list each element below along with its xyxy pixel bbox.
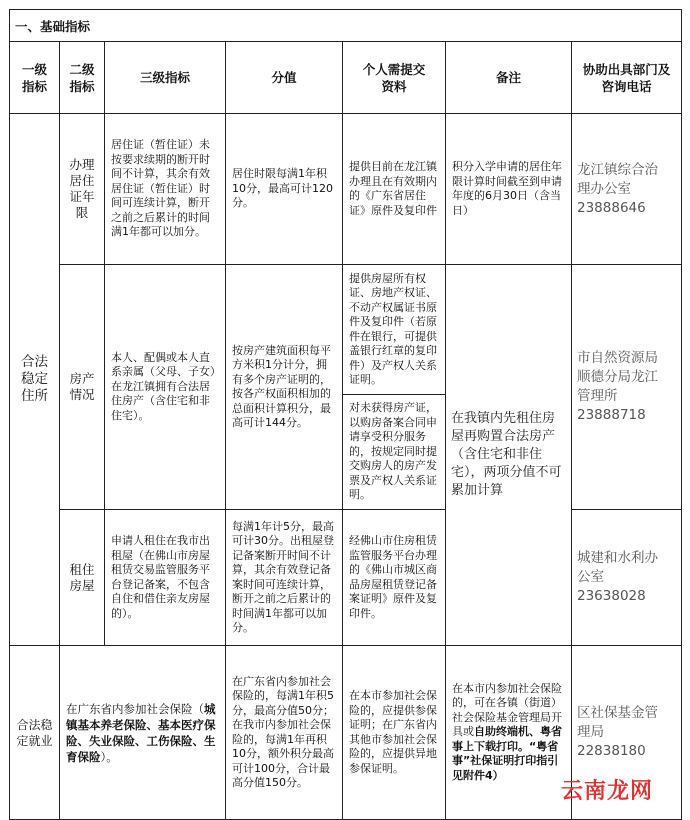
- level3-social-insurance: [60, 646, 226, 820]
- docs-property-contract: 对未获得房产证，以购房备案合同申请享受积分服务的，按规定同时提交购房人的房产发票及产权人关系证明。: [343, 395, 446, 510]
- score-rental: 每满1年计5分，最高可计30分。出租屋登记备案断开时间不计算，其余有效登记备案时间可连续计算，断开之前之后累计的时间满1年都可以加分。: [226, 510, 343, 646]
- header-row: [10, 42, 682, 114]
- level1-stable-employment-label: 合法稳定就业: [16, 717, 53, 748]
- level2-residence-permit-years-label: 办理居住证年限: [69, 157, 95, 220]
- docs-property-certificate: 提供房屋所有权证、房地产权证、不动产权属证书原件及复印件（若原件在银行，可提供盖银行红章的复印件）及产权人关系证明。: [343, 265, 446, 395]
- dept-name-line1: 市自然资源局: [577, 350, 658, 366]
- dept-name-line2: 顺德分局龙江: [577, 369, 658, 385]
- level3-property: 本人、配偶或本人直系亲属（父母、子女）在龙江镇拥有合法居住房产（含住宅和非住宅）。: [105, 265, 226, 510]
- level2-property: [60, 265, 105, 510]
- table-row-rental: [10, 510, 682, 646]
- dept-name-line1: 区社保基金管: [577, 705, 658, 721]
- section-title-row: [10, 10, 682, 42]
- score-property: 按房产建筑面积每平方米积1分计分，拥有多个房产证明的，按各产权面积相加的总面积计算积分，最高可计144分。: [226, 265, 343, 510]
- level1-stable-residence-label: 合法稳定住所: [21, 354, 48, 404]
- section-title: 一、基础指标: [10, 10, 682, 42]
- dept-name-line3: 管理所: [577, 388, 618, 404]
- policy-table-container: [9, 9, 681, 820]
- dept-phone: 22838180: [577, 743, 646, 759]
- table-row-residence-permit: [10, 114, 682, 265]
- dept-name-line2: 理局: [577, 724, 604, 740]
- header-department: 协助出具部门及咨询电话: [572, 42, 682, 114]
- note-social-insurance: [446, 646, 572, 820]
- level2-residence-permit-years: [60, 114, 105, 265]
- dept-name-line2: 公室: [577, 569, 604, 585]
- note-social-insurance-bold: 自助终端机、粤省事上下载打印。“粤省事”社保证明打印指引见附件4）: [452, 725, 562, 782]
- docs-residence-permit: 提供目前在龙江镇办理且在有效期内的《广东省居住证》原件及复印件: [343, 114, 446, 265]
- header-documents: 个人需提交资料: [343, 42, 446, 114]
- dept-name-line1: 城建和水利办: [577, 550, 658, 566]
- docs-rental: 经佛山市住房租赁监管服务平台办理的《佛山市城区商品房屋租赁登记备案证明》原件及复印件。: [343, 510, 446, 646]
- note-social-insurance-prefix: 在本市内参加社会保险的，可在各镇（街道）社会保险基金管理局开具或: [452, 681, 562, 739]
- dept-residence-permit: [572, 114, 682, 265]
- site-watermark: 云南龙网: [560, 779, 653, 804]
- header-level1: 一级指标: [10, 42, 60, 114]
- docs-social-insurance: 在本市参加社会保险的，应提供参保证明；在广东省内其他市参加社会保险的，应提供异地参保证明。: [343, 646, 446, 820]
- dept-property: [572, 265, 682, 510]
- header-note: 备注: [446, 42, 572, 114]
- level3-rental: 申请人租住在我市出租屋（在佛山市房屋租赁交易监管服务平台登记备案，不包含自住和借住亲友房屋的）。: [105, 510, 226, 646]
- note-residence-permit: 积分入学申请的居住年限计算时间截至到申请年度的6月30日（含当日）: [446, 114, 572, 265]
- note-rent-then-buy: 在我镇内先租住房屋再购置合法房产（含住宅和非住宅），两项分值不可累加计算: [446, 265, 572, 646]
- dept-phone: 23638028: [577, 588, 646, 604]
- dept-phone: 23888646: [577, 199, 646, 216]
- level2-rental: [60, 510, 105, 646]
- score-social-insurance: 在广东省内参加社会保险的，每满1年积5分，最高分值50分；在我市内参加社会保险的，每满1年再积10分，额外积分最高可计100分，合计最高分值150分。: [226, 646, 343, 820]
- level3-residence-permit: 居住证（暂住证）未按要求续期的断开时间不计算，其余有效居住证（暂住证）时间可连续计算，断开之前之后累计的时间满1年都可以加分。: [105, 114, 226, 265]
- dept-name-line1: 龙江镇综合治: [577, 161, 658, 178]
- points-indicator-table: [9, 9, 682, 820]
- header-level2: 二级指标: [60, 42, 105, 114]
- social-insurance-prefix: 在广东省内参加社会保险（: [66, 701, 204, 716]
- level1-stable-residence: [10, 114, 60, 646]
- level1-stable-employment: [10, 646, 60, 820]
- social-insurance-types: 城镇基本养老保险、基本医疗保险、失业保险、工伤保险、生育保险: [66, 701, 216, 764]
- level2-rental-label: 租住房屋: [69, 561, 95, 593]
- dept-rental: [572, 510, 682, 646]
- table-row-property-a: [10, 265, 682, 395]
- level2-property-label: 房产情况: [69, 371, 95, 402]
- header-level3: 三级指标: [105, 42, 226, 114]
- dept-phone: 23888718: [577, 407, 646, 423]
- dept-name-line2: 理办公室: [577, 180, 631, 197]
- score-residence-permit: 居住时限每满1年积10分，最高可计120分。: [226, 114, 343, 265]
- header-score: 分值: [226, 42, 343, 114]
- social-insurance-suffix: ）。: [100, 749, 118, 764]
